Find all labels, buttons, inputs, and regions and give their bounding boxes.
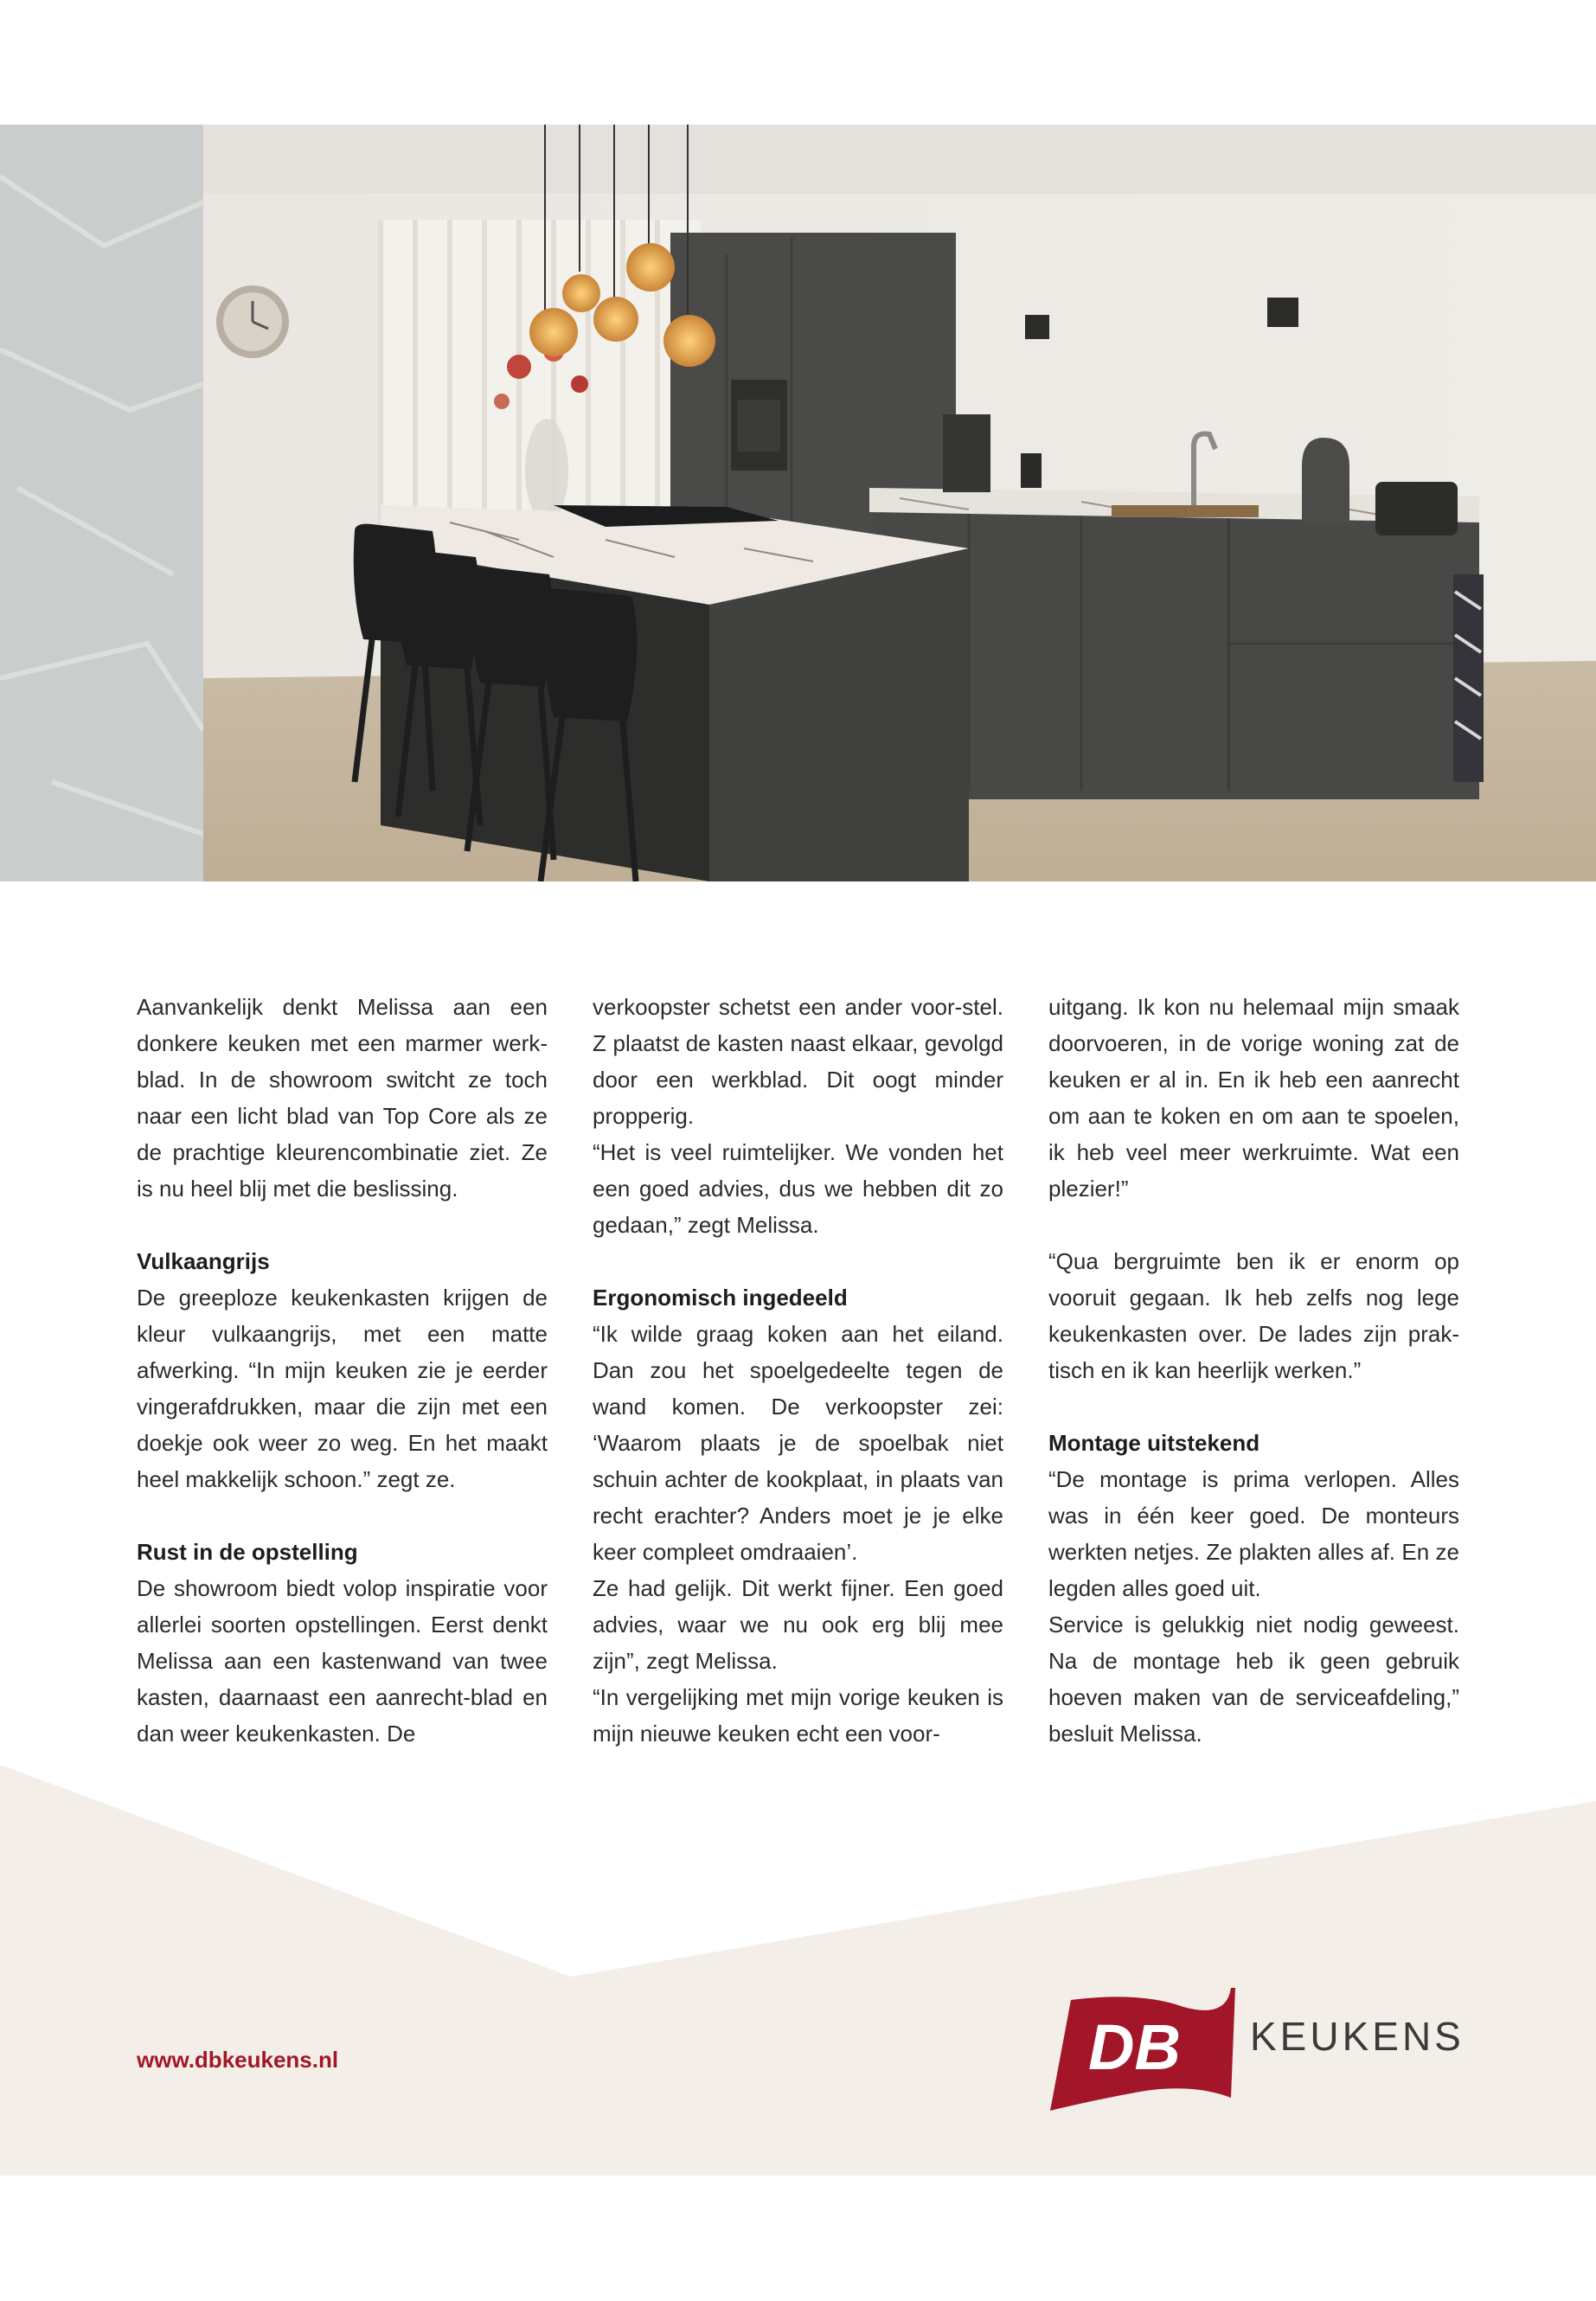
footer-background (0, 1765, 1596, 2176)
logo-wordmark: KEUKENS (1250, 2014, 1465, 2059)
column-2 (593, 989, 1003, 1752)
paragraph: verkoopster schetst een ander voor-stel. Z plaatst de kasten naast elkaar, gevolgd door een werkblad. Dit oogt minder propperig. (593, 994, 1003, 1129)
paragraph: Aanvankelijk denkt Melissa aan een donkere keuken met een marmer werk-blad. In de showroom switcht ze toch naar een licht blad van Top Core als ze de prachtige kleurencombinatie ziet. Ze is nu heel blij met die beslissing. (137, 994, 548, 1202)
paragraph: De showroom biedt volop inspiratie voor allerlei soorten opstellingen. Eerst denkt Melissa aan een kastenwand van twee kasten, daarnaast een aanrecht-blad en dan weer keukenkasten. De (137, 1575, 548, 1747)
logo-mark: DB (1088, 2011, 1181, 2083)
column-1 (137, 989, 548, 1752)
paragraph: “In vergelijking met mijn vorige keuken is mijn nieuwe keuken echt een voor- (593, 1684, 1003, 1747)
kitchen-photo (0, 125, 1596, 881)
article-columns (137, 989, 1460, 1752)
paragraph: Ze had gelijk. Dit werkt fijner. Een goed advies, waar we nu ook erg blij mee zijn”, zegt Melissa. (593, 1575, 1003, 1674)
paragraph: “De montage is prima verlopen. Alles was in één keer goed. De monteurs werkten netjes. Ze plakten alles af. En ze legden alles goed uit. (1048, 1466, 1459, 1601)
heading-ergonomisch-ingedeeld: Ergonomisch ingedeeld (593, 1285, 848, 1311)
kitchen-photo-icon (0, 125, 1596, 881)
paragraph: “Het is veel ruimtelijker. We vonden het een goed advies, dus we hebben dit zo gedaan,” zegt Melissa. (593, 1139, 1003, 1238)
heading-montage-uitstekend: Montage uitstekend (1048, 1430, 1260, 1456)
paragraph: De greeploze keukenkasten krijgen de kleur vulkaangrijs, met een matte afwerking. “In mijn keuken zie je eerder vingerafdrukken, maar die zijn met een doekje ook weer zo weg. En het maakt heel makkelijk schoon.” zegt ze. (137, 1285, 548, 1492)
paragraph: uitgang. Ik kon nu helemaal mijn smaak doorvoeren, in de vorige woning zat de keuken er al in. En ik heb een aanrecht om aan te koken en om aan te spoelen, ik heb veel meer werkruimte. Wat een plezier!” (1048, 994, 1459, 1202)
heading-vulkaangrijs: Vulkaangrijs (137, 1248, 270, 1274)
paragraph: “Ik wilde graag koken aan het eiland. Dan zou het spoelgedeelte tegen de wand komen. De verkoopster zei: ‘Waarom plaats je de spoelbak niet schuin achter de kookplaat, in plaats van recht erachter? Anders moet je je elke keer compleet omdraaien’. (593, 1321, 1003, 1565)
paragraph: “Qua bergruimte ben ik er enorm op vooruit gegaan. Ik heb zelfs nog lege keukenkasten over. De lades zijn prak-tisch en ik kan heerlijk werken.” (1048, 1248, 1459, 1383)
paragraph: Service is gelukkig niet nodig geweest. Na de montage heb ik geen gebruik hoeven maken van de serviceafdeling,” besluit Melissa. (1048, 1612, 1459, 1747)
heading-rust-in-de-opstelling: Rust in de opstelling (137, 1539, 358, 1565)
website-link[interactable]: www.dbkeukens.nl (137, 2047, 339, 2073)
column-3 (1048, 989, 1459, 1752)
